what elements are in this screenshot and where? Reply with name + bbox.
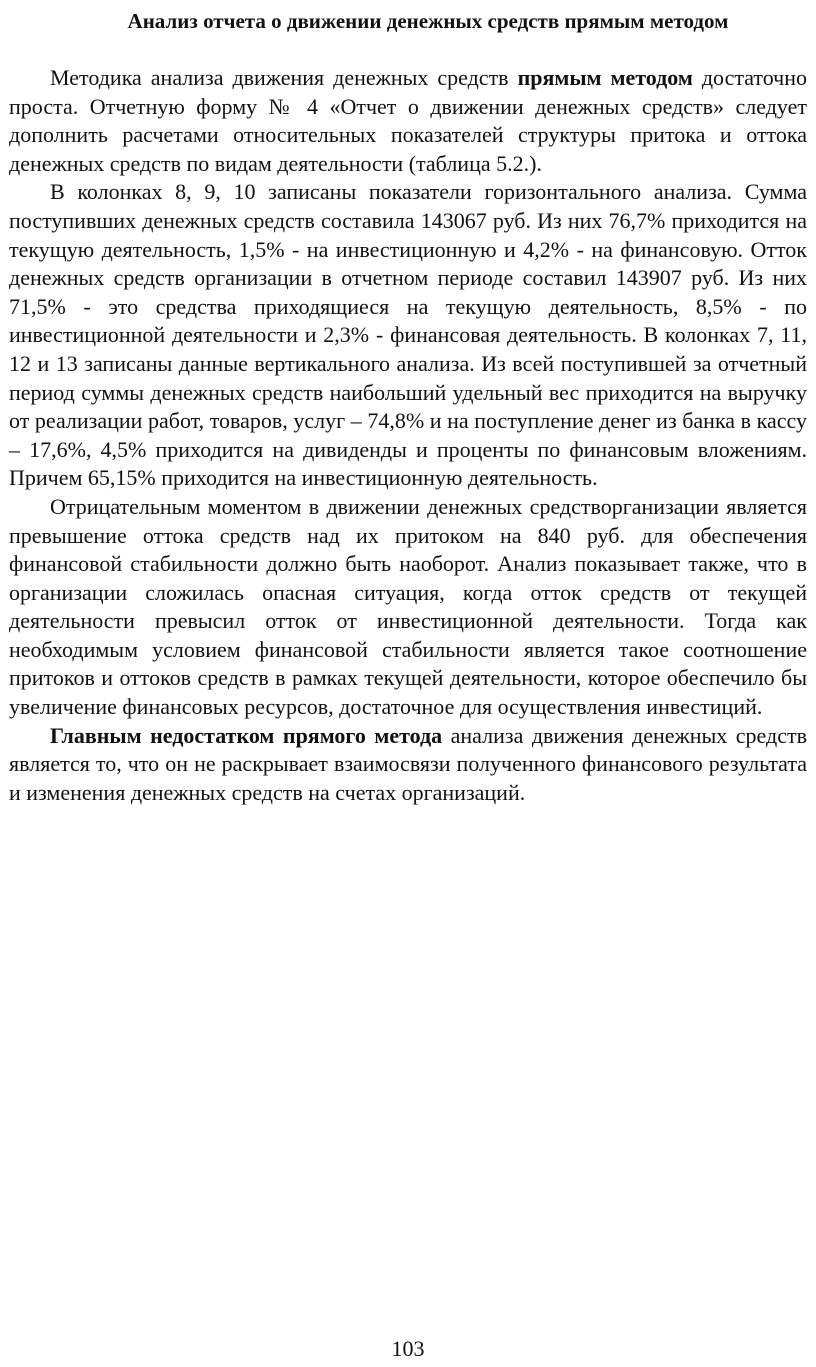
page-number: 103 [391, 1336, 425, 1361]
paragraph-main-drawback [9, 722, 807, 808]
paragraph-direct-method-intro [9, 64, 807, 178]
bold-term-main-drawback: Главным недостатком прямого метода [50, 722, 443, 748]
paragraph-text: Методика анализа движения денежных средств [50, 65, 518, 90]
paragraph-horizontal-vertical-analysis: В колонках 8, 9, 10 записаны показатели горизонтального анализа. Сумма поступивших денежных средств составила 143067 руб. Из них 76,7% приходится на текущую деятельность, 1,5% - на инвестиционную и 4,2% - на финансовую. Отток денежных средств организации в отчетном периоде составил 143907 руб. Из них 71,5% - это средства приходящиеся на текущую деятельность, 8,5% - по инвестиционной деятельности и 2,3% - финансовая деятельность. В колонках 7, 11, 12 и 13 записаны данные вертикального анализа. Из всей поступившей за отчетный период суммы денежных средств наибольший удельный вес приходится на выручку от реализации работ, товаров, услуг – 74,8% и на поступление денег из банка в кассу – 17,6%, 4,5% приходится на дивиденды и проценты по финансовым вложениям. Причем 65,15% приходится на инвестиционную деятельность. [9, 179, 807, 491]
paragraph-text: анализа движения денежных средств является то, что он не раскрывает взаимосвязи полученного финансового результата и изменения денежных средств на счетах организаций. [9, 722, 807, 805]
document-title: Анализ отчета о движении денежных средств прямым методом [127, 9, 729, 33]
bold-term-direct-method: прямым методом [517, 65, 693, 90]
paragraph-negative-factor: Отрицательным моментом в движении денежных средстворганизации является превышение оттока средств над их притоком на 840 руб. для обеспечения финансовой стабильности должно быть наоборот. Анализ показывает также, что в организации сложилась опасная ситуация, когда отток средств от текущей деятельности превысил отток от инвестиционной деятельности. Тогда как необходимым условием финансовой стабильности является такое соотношение притоков и оттоков средств в рамках текущей деятельности, которое обеспечило бы увеличение финансовых ресурсов, достаточное для осуществления инвестиций. [9, 493, 807, 720]
paragraph-text: достаточно проста. Отчетную форму № 4 «Отчет о движении денежных средств» следует дополнить расчетами относительных показателей структуры притока и оттока денежных средств по видам деятельности (таблица 5.2.). [9, 65, 807, 176]
document-body [9, 64, 807, 807]
